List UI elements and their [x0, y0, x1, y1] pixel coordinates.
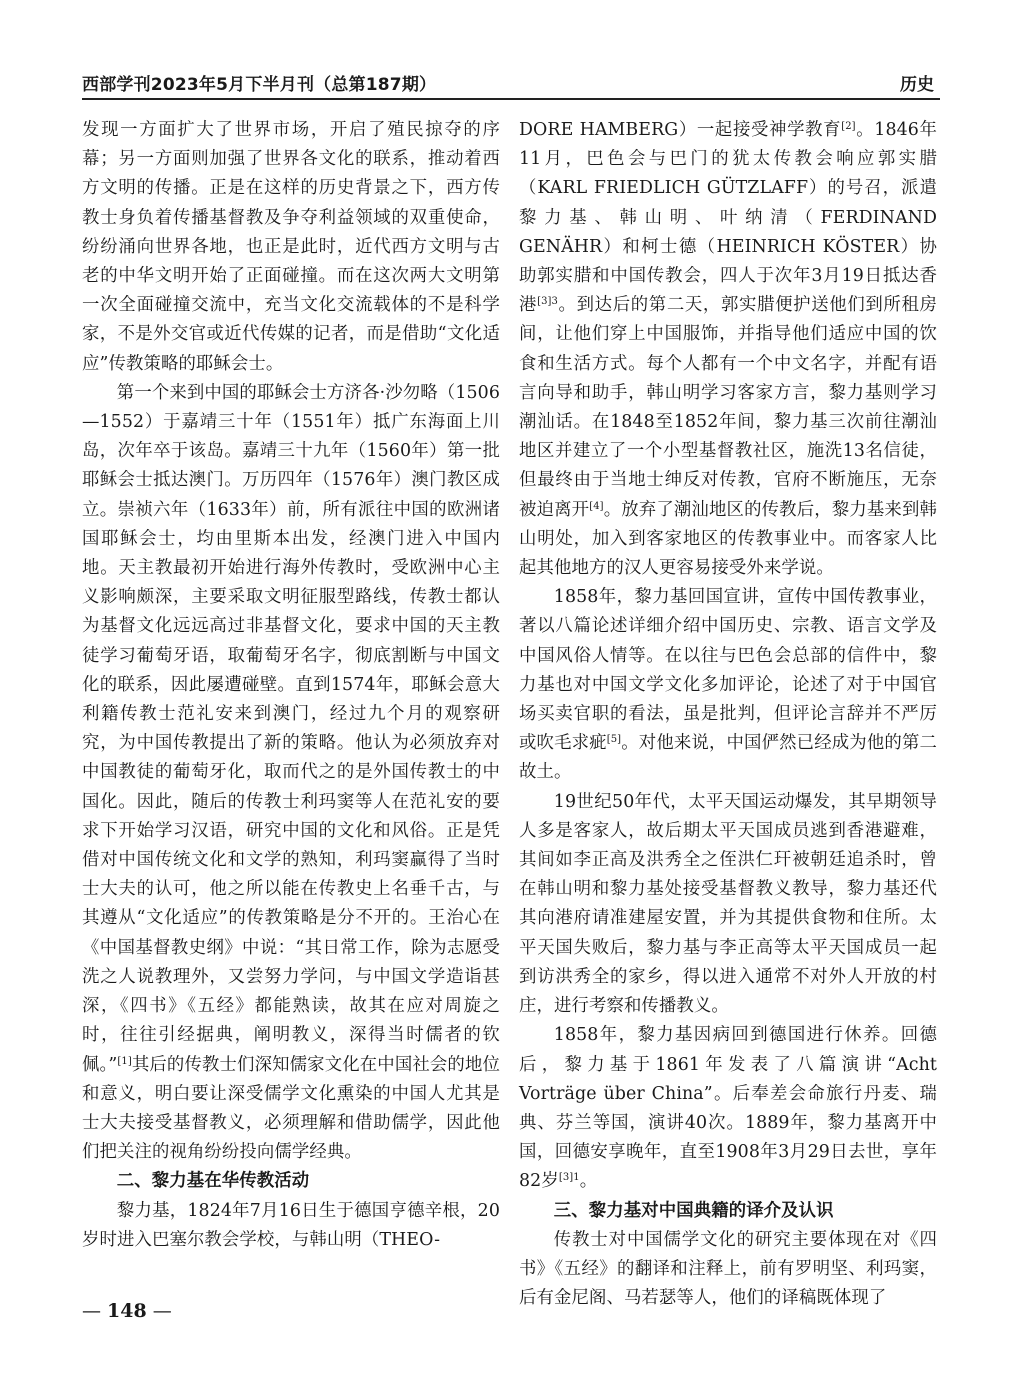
left-column — [82, 116, 500, 1255]
paragraph-text: 。对他来说，中国俨然已经成为他的第二故土。 — [519, 733, 937, 783]
paragraph — [519, 1021, 937, 1196]
citation-ref: [4] — [589, 500, 604, 512]
paragraph — [82, 379, 500, 1167]
paragraph-text: 1858年，黎力基回国宣讲，宣传中国传教事业，著以八篇论述详细介绍中国历史、宗教、语言文学及中国风俗人情等。在以往与巴色会总部的信件中，黎力基也对中国文学文化多加评论，论述了对于中国官场买卖官职的看法，虽是批判，但评论言辞并不严厉或吹毛求疵 — [519, 587, 937, 754]
paragraph — [519, 116, 937, 583]
running-header — [82, 68, 940, 100]
paragraph-text: 1858年，黎力基因病回到德国进行休养。回德后，黎力基于1861年发表了八篇演讲“Acht Vorträge über China”。后奉差会命旅行丹麦、瑞典、芬兰等国，演讲40次。1889年，黎力基离开中国，回德安享晚年，直至1908年3月29日去世，享年82岁 — [519, 1025, 937, 1192]
paragraph-text: 。1846年11月，巴色会与巴门的犹太传教会响应郭实腊（KARL FRIEDLICH GÜTZLAFF）的号召，派遣黎力基、韩山明、叶纳清（FERDINAND GENÄHR）和柯士德（HEINRICH KÖSTER）协助郭实腊和中国传教会，四人于次年3月19日抵达香港 — [519, 120, 937, 316]
section-heading: 三、黎力基对中国典籍的译介及认识 — [553, 1200, 834, 1221]
page-dash-left: — — [82, 1300, 101, 1322]
section-title: 历史 — [900, 75, 934, 95]
paragraph-text: 。放弃了潮汕地区的传教后，黎力基来到韩山明处，加入到客家地区的传教事业中。而客家人比起其他地方的汉人更容易接受外来学说。 — [519, 499, 937, 579]
citation-ref: [3]3 — [537, 296, 558, 308]
page-number-value: 148 — [107, 1300, 147, 1322]
paragraph-text: 。 — [579, 1171, 598, 1192]
paragraph-text: 第一个来到中国的耶稣会士方济各·沙勿略（1506—1552）于嘉靖三十年（1551年）抵广东海面上川岛，次年卒于该岛。嘉靖三十九年（1560年）第一批耶稣会士抵达澳门。万历四年（1576年）澳门教区成立。崇祯六年（1633年）前，所有派往中国的欧洲诸国耶稣会士，均由里斯本出发，经澳门进入中国内地。天主教最初开始进行海外传教时，受欧洲中心主义影响颇深，主要采取文明征服型路线，传教士都认为基督文化远远高过非基督文化，要求中国的天主教徒学习葡萄牙语，取葡萄牙名字，彻底割断与中国文化的联系，因此屡遭碰壁。直到1574年，耶稣会意大利籍传教士范礼安来到澳门，经过九个月的观察研究，为中国传教提出了新的策略。他认为必须放弃对中国教徒的葡萄牙化，取而代之的是外国传教士的中国化。因此，随后的传教士利玛窦等人在范礼安的要求下开始学习汉语，研究中国的文化和风俗。正是凭借对中国传统文化和文学的熟知，利玛窦赢得了当时士大夫的认可，他之所以能在传教史上名垂千古，与其遵从“文化适应”的传教策略是分不开的。王治心在《中国基督教史纲》中说：“其日常工作，除为志愿受洗之人说教理外，又尝努力学问，与中国文学造诣甚深，《四书》《五经》都能熟读，故其在应对周旋之时，往往引经据典，阐明教义，深得当时儒者的钦佩。” — [82, 382, 500, 1075]
citation-ref: [2] — [841, 121, 856, 132]
page-number — [82, 1300, 172, 1322]
journal-title: 西部学刊2023年5月下半月刊（总第187期） — [82, 75, 437, 95]
paragraph-text: 。到达后的第二天，郭实腊便护送他们到所租房间，让他们穿上中国服饰，并指导他们适应中国的饮食和生活方式。每个人都有一个中文名字，并配有语言向导和助手，韩山明学习客家方言，黎力基则学习潮汕话。在1848至1852年间，黎力基三次前往潮汕地区并建立了一个小型基督教社区，施洗13名信徒，但最终由于当地士绅反对传教，官府不断施压，无奈被迫离开 — [519, 295, 937, 520]
right-column — [519, 116, 937, 1313]
paragraph: 19世纪50年代，太平天国运动爆发，其早期领导人多是客家人，故后期太平天国成员逃到香港避难，其间如李正高及洪秀全之侄洪仁玕被朝廷追杀时，曾在韩山明和黎力基处接受基督教义教导，黎力基还代其向港府请准建屋安置，并为其提供食物和住所。太平天国失败后，黎力基与李正高等太平天国成员一起到访洪秀全的家乡，得以进入通常不对外人开放的村庄，进行考察和传播教义。 — [519, 791, 937, 1017]
paragraph-text: DORE HAMBERG）一起接受神学教育 — [519, 120, 842, 140]
citation-ref: [5] — [606, 734, 622, 746]
paragraph: 传教士对中国儒学文化的研究主要体现在对《四书》《五经》的翻译和注释上，前有罗明坚、利玛窦，后有金尼阁、马若瑟等人，他们的译稿既体现了 — [519, 1229, 937, 1309]
paragraph: 黎力基，1824年7月16日生于德国亨德辛根，20岁时进入巴塞尔教会学校，与韩山明（THEO- — [82, 1200, 500, 1250]
citation-ref: [1] — [117, 1055, 132, 1067]
paragraph-text: 其后的传教士们深知儒家文化在中国社会的地位和意义，明白要让深受儒学文化熏染的中国人尤其是士大夫接受基督教义，必须理解和借助儒学，因此他们把关注的视角纷纷投向儒学经典。 — [82, 1054, 500, 1163]
citation-ref: [3]1 — [558, 1172, 580, 1184]
paragraph — [519, 583, 937, 787]
paragraph: 发现一方面扩大了世界市场，开启了殖民掠夺的序幕；另一方面则加强了世界各文化的联系，推动着西方文明的传播。正是在这样的历史背景之下，西方传教士身负着传播基督教及争夺利益领域的双重使命，纷纷涌向世界各地，也正是此时，近代西方文明与古老的中华文明开始了正面碰撞。而在这次两大文明第一次全面碰撞交流中，充当文化交流载体的不是科学家，不是外交官或近代传媒的记者，而是借助“文化适应”传教策略的耶稣会士。 — [82, 120, 500, 374]
section-heading: 二、黎力基在华传教活动 — [116, 1171, 310, 1192]
page-dash-right: — — [152, 1300, 172, 1322]
